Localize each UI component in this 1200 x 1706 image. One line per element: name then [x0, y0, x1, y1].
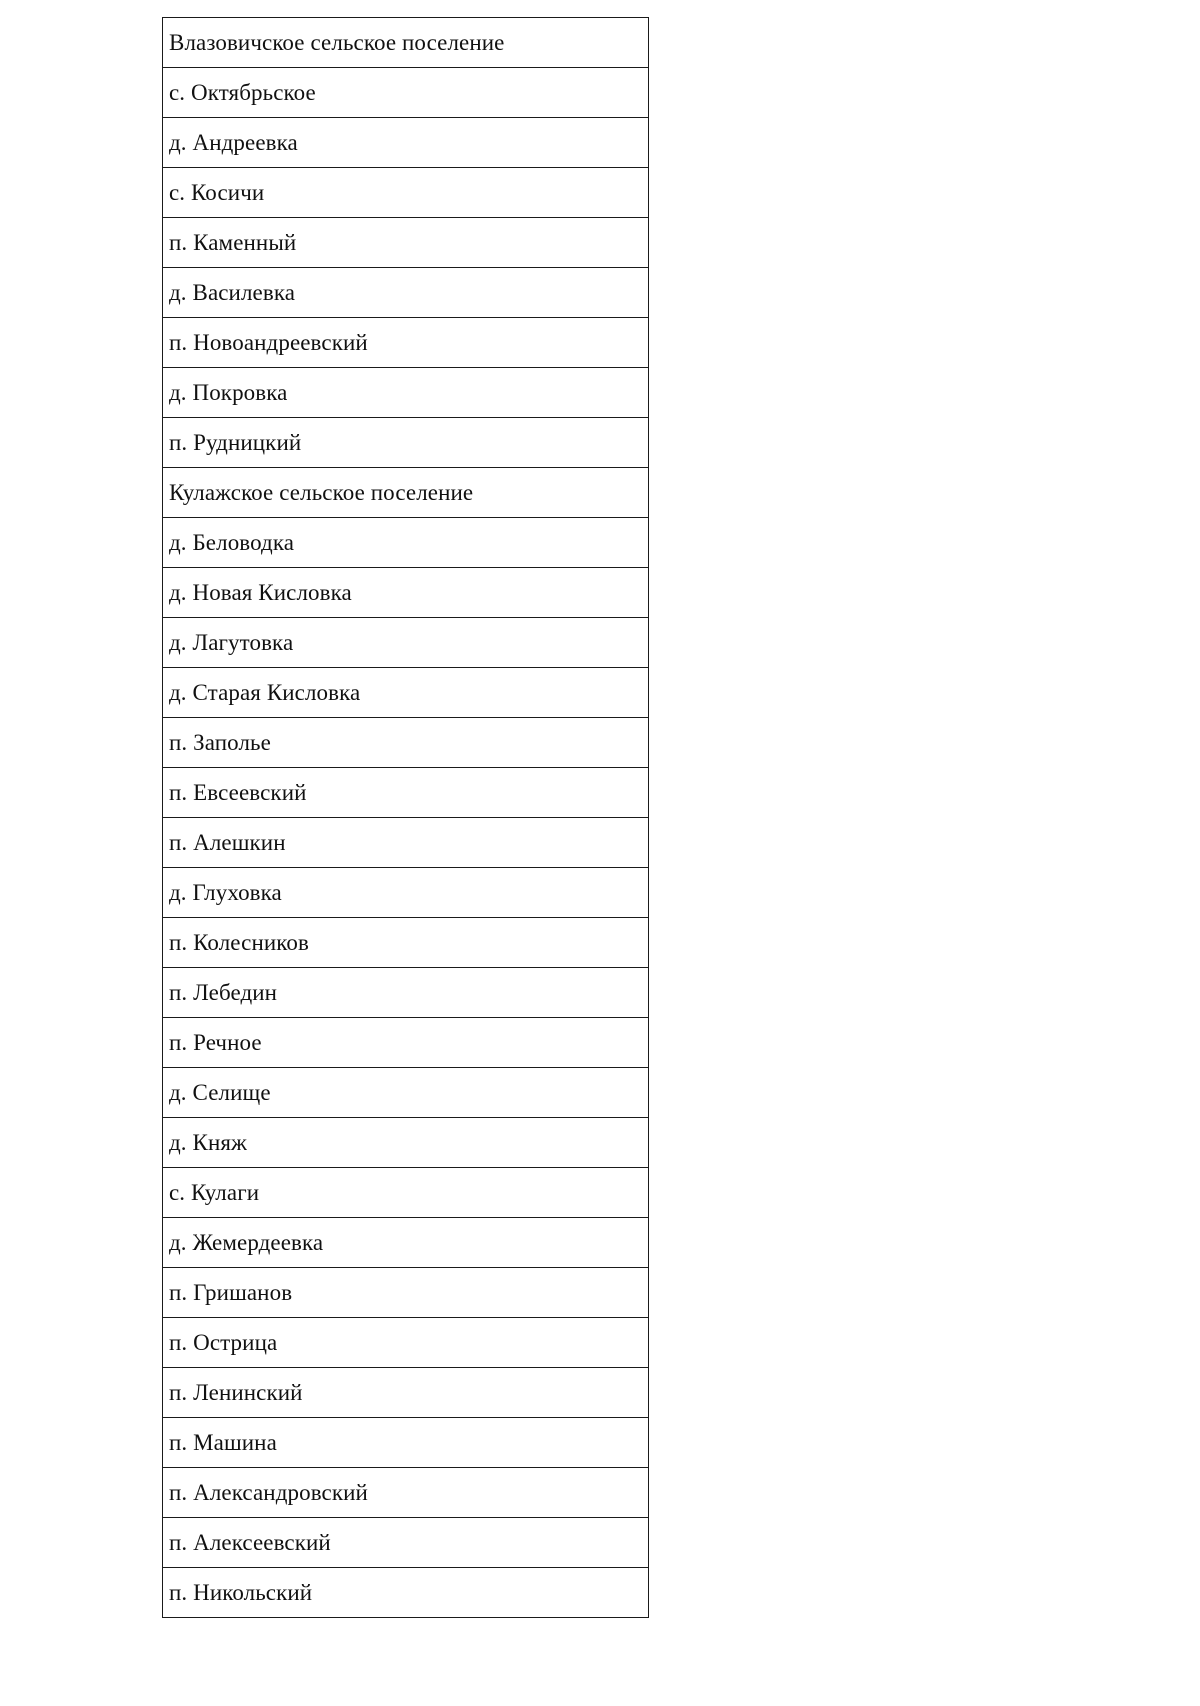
table-cell: п. Александровский [163, 1468, 649, 1518]
table-row [163, 668, 649, 718]
table-row [163, 968, 649, 1018]
table-row [163, 1268, 649, 1318]
table-cell: д. Андреевка [163, 118, 649, 168]
table-cell: п. Алешкин [163, 818, 649, 868]
table-cell: п. Евсеевский [163, 768, 649, 818]
table-cell: д. Старая Кисловка [163, 668, 649, 718]
table-cell: с. Октябрьское [163, 68, 649, 118]
table-cell: п. Заполье [163, 718, 649, 768]
table-row [163, 68, 649, 118]
table-row [163, 868, 649, 918]
table-cell: д. Жемердеевка [163, 1218, 649, 1268]
table-cell: Кулажское сельское поселение [163, 468, 649, 518]
table-row [163, 318, 649, 368]
table-cell: с. Косичи [163, 168, 649, 218]
table-cell: д. Княж [163, 1118, 649, 1168]
table-row [163, 1368, 649, 1418]
settlements-table-body [163, 18, 649, 1618]
table-cell: п. Колесников [163, 918, 649, 968]
table-row [163, 1218, 649, 1268]
table-row [163, 568, 649, 618]
table-cell: д. Беловодка [163, 518, 649, 568]
table-row [163, 118, 649, 168]
table-row [163, 168, 649, 218]
table-cell: Влазовичское сельское поселение [163, 18, 649, 68]
table-row [163, 368, 649, 418]
table-row [163, 618, 649, 668]
table-row [163, 1518, 649, 1568]
table-cell: д. Новая Кисловка [163, 568, 649, 618]
table-cell: п. Алексеевский [163, 1518, 649, 1568]
table-row [163, 1068, 649, 1118]
table-row [163, 818, 649, 868]
table-cell: с. Кулаги [163, 1168, 649, 1218]
table-cell: д. Василевка [163, 268, 649, 318]
table-row [163, 1118, 649, 1168]
table-row [163, 1568, 649, 1618]
table-row [163, 918, 649, 968]
table-cell: д. Покровка [163, 368, 649, 418]
table-cell: д. Лагутовка [163, 618, 649, 668]
table-cell: п. Ленинский [163, 1368, 649, 1418]
table-cell: п. Каменный [163, 218, 649, 268]
table-cell: п. Лебедин [163, 968, 649, 1018]
table-row [163, 218, 649, 268]
table-cell: п. Рудницкий [163, 418, 649, 468]
table-cell: п. Новоандреевский [163, 318, 649, 368]
table-row [163, 1318, 649, 1368]
table-row [163, 718, 649, 768]
table-row [163, 268, 649, 318]
table-row [163, 18, 649, 68]
table-row [163, 518, 649, 568]
table-cell: д. Глуховка [163, 868, 649, 918]
table-cell: п. Гришанов [163, 1268, 649, 1318]
table-row [163, 1418, 649, 1468]
settlements-table [162, 17, 649, 1618]
table-cell: д. Селище [163, 1068, 649, 1118]
table-cell: п. Острица [163, 1318, 649, 1368]
table-row [163, 1018, 649, 1068]
table-row [163, 1168, 649, 1218]
table-row [163, 468, 649, 518]
table-cell: п. Речное [163, 1018, 649, 1068]
table-row [163, 418, 649, 468]
table-cell: п. Машина [163, 1418, 649, 1468]
table-cell: п. Никольский [163, 1568, 649, 1618]
table-row [163, 1468, 649, 1518]
table-row [163, 768, 649, 818]
